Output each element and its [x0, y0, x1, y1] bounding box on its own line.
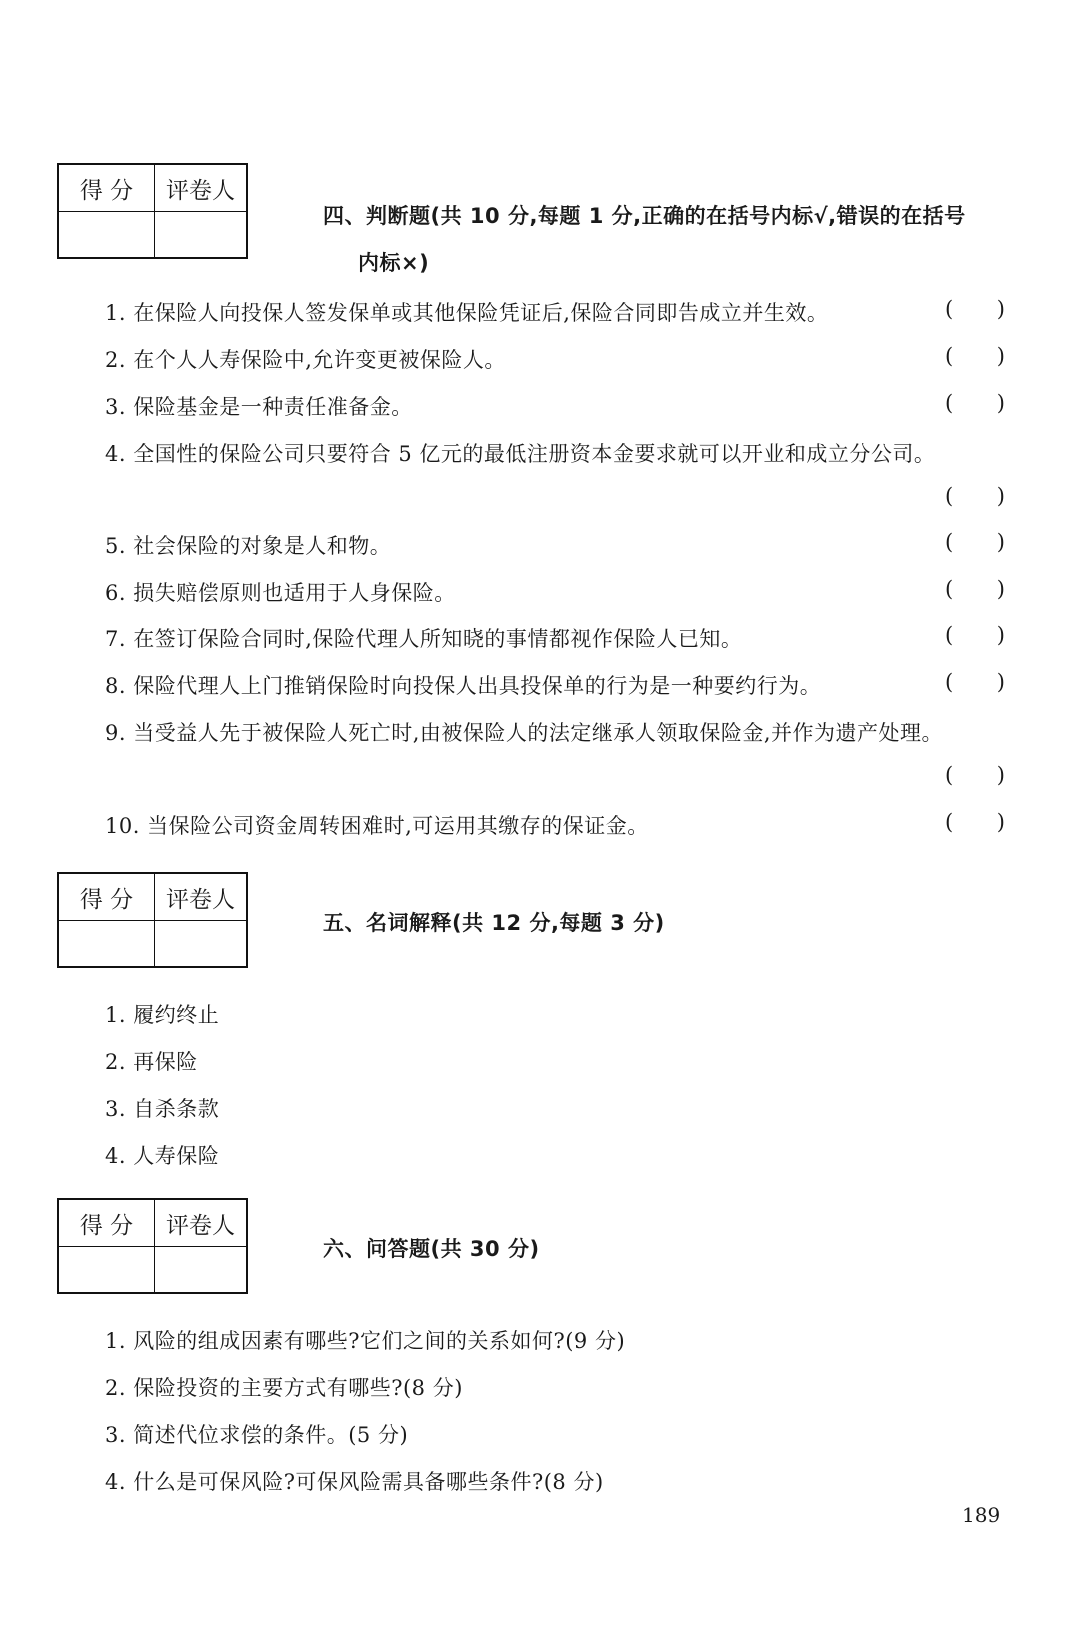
term-item-4: 4. 人寿保险: [105, 1144, 220, 1168]
answer-paren-5[interactable]: ( ): [945, 530, 1005, 554]
score-box-section4: [57, 163, 248, 259]
answer-paren-6[interactable]: ( ): [945, 577, 1005, 601]
answer-paren-2[interactable]: ( ): [945, 344, 1005, 368]
term-item-3: 3. 自杀条款: [105, 1097, 220, 1121]
answer-paren-10[interactable]: ( ): [945, 810, 1005, 834]
grader-cell[interactable]: [155, 212, 246, 257]
tf-question-5: 5. 社会保险的对象是人和物。: [105, 534, 392, 558]
answer-paren-4[interactable]: ( ): [945, 484, 1005, 508]
score-box-section5: [57, 872, 248, 968]
answer-paren-8[interactable]: ( ): [945, 670, 1005, 694]
grader-cell[interactable]: [155, 921, 246, 966]
essay-question-4: 4. 什么是可保风险?可保风险需具备哪些条件?(8 分): [105, 1470, 604, 1494]
tf-question-2: 2. 在个人人寿保险中,允许变更被保险人。: [105, 348, 506, 372]
answer-paren-7[interactable]: ( ): [945, 623, 1005, 647]
tf-question-3: 3. 保险基金是一种责任准备金。: [105, 395, 413, 419]
grader-label: 评卷人: [155, 1200, 246, 1247]
score-cell[interactable]: [59, 921, 155, 966]
answer-paren-9[interactable]: ( ): [945, 763, 1005, 787]
term-item-2: 2. 再保险: [105, 1050, 198, 1074]
term-item-1: 1. 履约终止: [105, 1003, 220, 1027]
score-cell[interactable]: [59, 1247, 155, 1292]
grader-cell[interactable]: [155, 1247, 246, 1292]
answer-paren-3[interactable]: ( ): [945, 391, 1005, 415]
score-cell[interactable]: [59, 212, 155, 257]
score-label: 得 分: [59, 1200, 155, 1247]
grader-label: 评卷人: [155, 874, 246, 921]
tf-question-4: 4. 全国性的保险公司只要符合 5 亿元的最低注册资本金要求就可以开业和成立分公司。: [105, 442, 936, 466]
tf-question-1: 1. 在保险人向投保人签发保单或其他保险凭证后,保险合同即告成立并生效。: [105, 301, 829, 325]
tf-question-9: 9. 当受益人先于被保险人死亡时,由被保险人的法定继承人领取保险金,并作为遗产处理。: [105, 721, 944, 745]
section4-title-line2: 内标×): [358, 251, 430, 275]
score-box-section6: [57, 1198, 248, 1294]
section6-title: 六、问答题(共 30 分): [323, 1237, 540, 1261]
essay-question-3: 3. 简述代位求偿的条件。(5 分): [105, 1423, 409, 1447]
page-number: 189: [962, 1503, 1001, 1527]
tf-question-8: 8. 保险代理人上门推销保险时向投保人出具投保单的行为是一种要约行为。: [105, 674, 822, 698]
grader-label: 评卷人: [155, 165, 246, 212]
section4-title-line1: 四、判断题(共 10 分,每题 1 分,正确的在括号内标√,错误的在括号: [323, 204, 966, 228]
tf-question-6: 6. 损失赔偿原则也适用于人身保险。: [105, 581, 456, 605]
essay-question-1: 1. 风险的组成因素有哪些?它们之间的关系如何?(9 分): [105, 1329, 626, 1353]
score-label: 得 分: [59, 874, 155, 921]
answer-paren-1[interactable]: ( ): [945, 297, 1005, 321]
score-label: 得 分: [59, 165, 155, 212]
tf-question-7: 7. 在签订保险合同时,保险代理人所知晓的事情都视作保险人已知。: [105, 627, 743, 651]
section5-title: 五、名词解释(共 12 分,每题 3 分): [323, 911, 665, 935]
essay-question-2: 2. 保险投资的主要方式有哪些?(8 分): [105, 1376, 463, 1400]
tf-question-10: 10. 当保险公司资金周转困难时,可运用其缴存的保证金。: [105, 814, 649, 838]
